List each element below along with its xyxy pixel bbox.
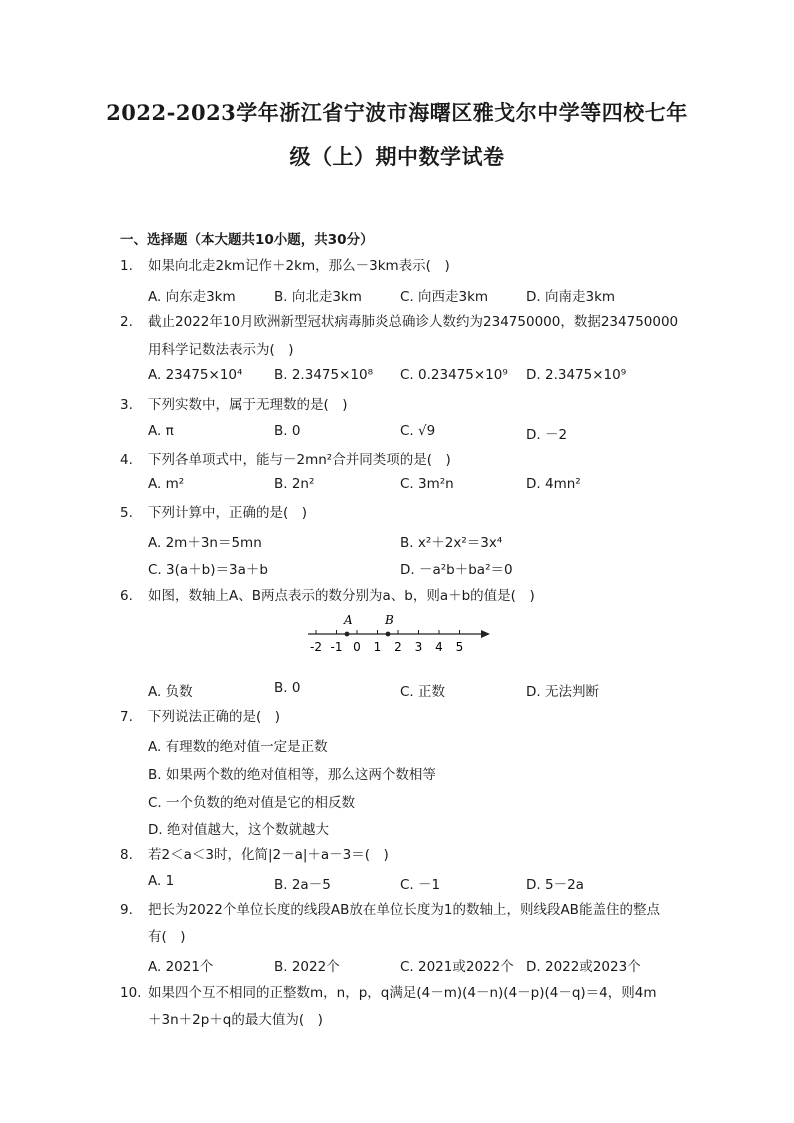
option-c: C. 正数 bbox=[400, 684, 446, 700]
option-c: C. 向西走3km bbox=[400, 289, 489, 305]
axis-arrow-icon bbox=[481, 630, 490, 638]
question-text: 如果向北走2km记作＋2km，那么－3km表示( ) bbox=[148, 258, 450, 274]
question-number: 9. bbox=[120, 902, 133, 918]
option-c: C. √9 bbox=[400, 423, 436, 439]
option-d: D. 向南走3km bbox=[526, 289, 616, 305]
option-d: D. －a²b＋ba²＝0 bbox=[400, 562, 513, 578]
question-text: 若2＜a＜3时，化简|2－a|＋a－3＝( ) bbox=[148, 847, 389, 863]
question-text: 下列计算中，正确的是( ) bbox=[148, 505, 308, 521]
question-text-continued: ＋3n＋2p＋q的最大值为( ) bbox=[148, 1012, 323, 1028]
question-text: 如果四个互不相同的正整数m，n，p，q满足(4－m)(4－n)(4－p)(4－q)＝4，则4m bbox=[148, 985, 657, 1001]
option-b: B. 0 bbox=[274, 423, 301, 439]
option-a: A. 2m＋3n＝5mn bbox=[148, 535, 262, 551]
tick-label: 4 bbox=[435, 640, 443, 654]
option-a: A. 2021个 bbox=[148, 959, 214, 975]
number-line-figure bbox=[300, 610, 500, 658]
option-a: A. 1 bbox=[148, 873, 175, 889]
question-number: 2. bbox=[120, 314, 133, 330]
tick-label: -1 bbox=[330, 640, 343, 654]
point-b-label: B bbox=[385, 613, 394, 627]
question-text: 下列各单项式中，能与－2mn²合并同类项的是( ) bbox=[148, 452, 451, 468]
title-line-2: 级（上）期中数学试卷 bbox=[289, 144, 505, 169]
question-number: 8. bbox=[120, 847, 133, 863]
question-text-continued: 用科学记数法表示为( ) bbox=[148, 342, 294, 358]
option-c: C. 3m²n bbox=[400, 476, 454, 492]
question-number: 6. bbox=[120, 588, 133, 604]
option-c: C. 3(a＋b)＝3a＋b bbox=[148, 562, 268, 578]
tick-label: 0 bbox=[353, 640, 361, 654]
point-b-dot bbox=[386, 632, 391, 637]
question-number: 7. bbox=[120, 709, 133, 725]
title-line-1: 2022-2023学年浙江省宁波市海曙区雅戈尔中学等四校七年 bbox=[106, 100, 688, 125]
tick-label: 5 bbox=[455, 640, 464, 654]
question-text: 如图，数轴上A、B两点表示的数分别为a、b，则a＋b的值是( ) bbox=[148, 588, 535, 604]
option-c: C. 0.23475×10⁹ bbox=[400, 367, 508, 383]
option-a: A. m² bbox=[148, 476, 185, 492]
tick-label: -2 bbox=[310, 640, 322, 654]
option-b: B. 如果两个数的绝对值相等，那么这两个数相等 bbox=[148, 767, 436, 783]
tick-label: 3 bbox=[414, 640, 423, 654]
option-d: D. －2 bbox=[526, 427, 568, 443]
option-a: A. 向东走3km bbox=[148, 289, 236, 305]
option-c: C. 2021或2022个 bbox=[400, 959, 514, 975]
tick-label: 1 bbox=[373, 640, 382, 654]
option-b: B. x²＋2x²＝3x⁴ bbox=[400, 535, 503, 551]
option-a: A. 23475×10⁴ bbox=[148, 367, 243, 383]
question-text: 下列实数中，属于无理数的是( ) bbox=[148, 397, 348, 413]
option-b: B. 向北走3km bbox=[274, 289, 362, 305]
question-number: 5. bbox=[120, 505, 133, 521]
option-c: C. －1 bbox=[400, 877, 441, 893]
option-d: D. 4mn² bbox=[526, 476, 581, 492]
option-b: B. 2n² bbox=[274, 476, 315, 492]
option-d: D. 5－2a bbox=[526, 877, 584, 893]
question-text-continued: 有( ) bbox=[148, 929, 186, 945]
point-a-label: A bbox=[344, 613, 353, 627]
question-number: 1. bbox=[120, 258, 133, 274]
section-heading: 一、选择题（本大题共10小题，共30分） bbox=[120, 232, 374, 248]
option-a: A. 有理数的绝对值一定是正数 bbox=[148, 739, 328, 755]
question-number: 4. bbox=[120, 452, 133, 468]
option-d: D. 绝对值越大，这个数就越大 bbox=[148, 822, 329, 838]
question-number: 10. bbox=[120, 985, 142, 1001]
option-b: B. 2.3475×10⁸ bbox=[274, 367, 373, 383]
option-d: D. 2.3475×10⁹ bbox=[526, 367, 627, 383]
option-b: B. 2a－5 bbox=[274, 877, 331, 893]
option-d: D. 无法判断 bbox=[526, 684, 599, 700]
option-a: A. π bbox=[148, 423, 174, 439]
question-text: 把长为2022个单位长度的线段AB放在单位长度为1的数轴上，则线段AB能盖住的整点 bbox=[148, 902, 660, 918]
question-text: 截止2022年10月欧洲新型冠状病毒肺炎总确诊人数约为234750000，数据234750000 bbox=[148, 314, 679, 330]
option-a: A. 负数 bbox=[148, 684, 193, 700]
option-b: B. 0 bbox=[274, 680, 301, 696]
question-text: 下列说法正确的是( ) bbox=[148, 709, 281, 725]
option-b: B. 2022个 bbox=[274, 959, 340, 975]
point-a-dot bbox=[345, 632, 350, 637]
question-number: 3. bbox=[120, 397, 133, 413]
option-c: C. 一个负数的绝对值是它的相反数 bbox=[148, 795, 356, 811]
option-d: D. 2022或2023个 bbox=[526, 959, 641, 975]
tick-label: 2 bbox=[394, 640, 402, 654]
